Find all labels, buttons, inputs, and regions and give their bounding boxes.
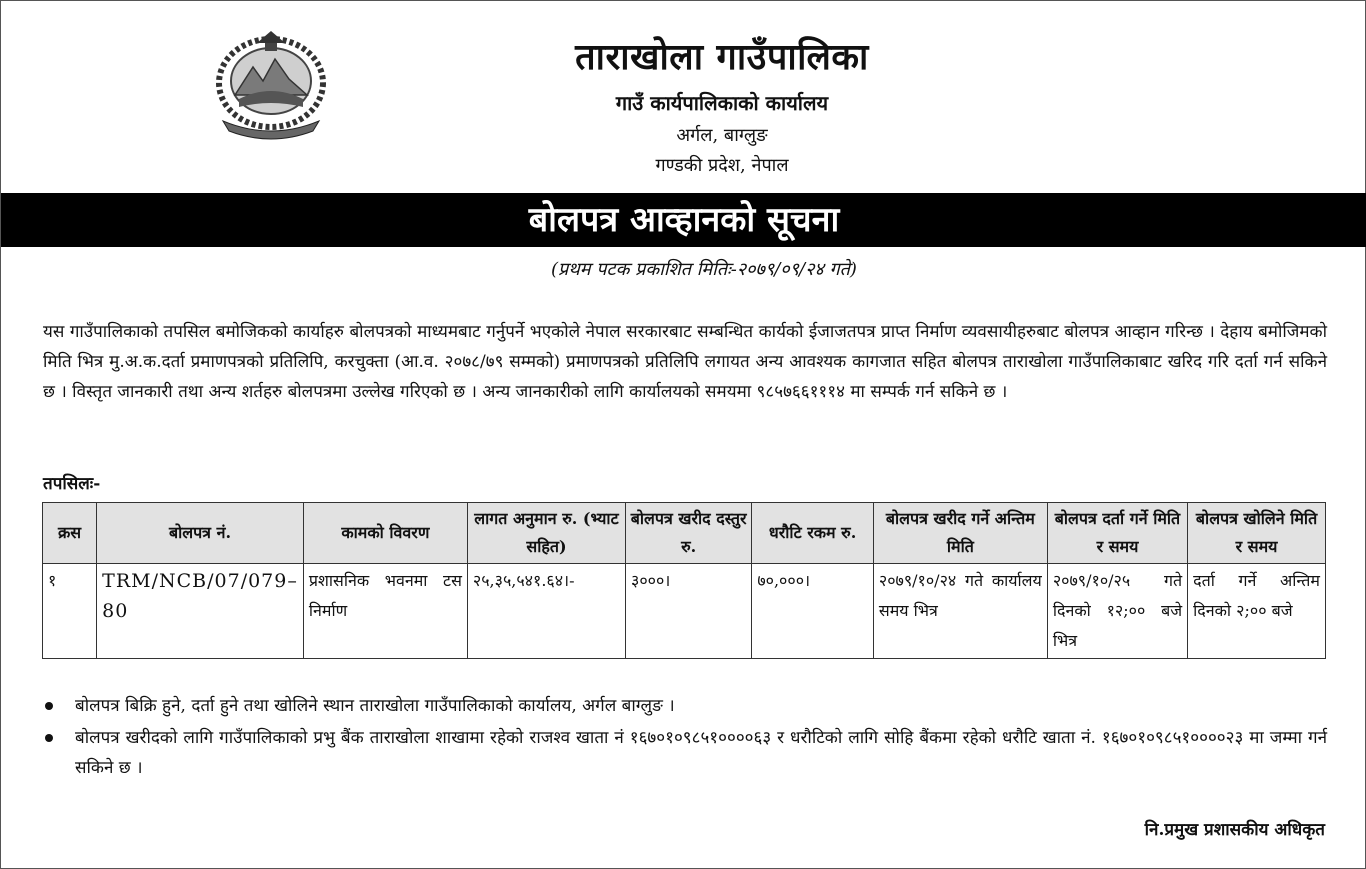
cell-opening-date: दर्ता गर्ने अन्तिम दिनको २;०० बजे [1188,564,1326,659]
notice-banner: बोलपत्र आव्हानको सूचना [1,193,1366,247]
column-header: क्रस [43,503,97,564]
table-row [43,564,1326,659]
bullet-icon [45,734,53,742]
column-header: बोलपत्र खरीद दस्तुर रु. [626,503,752,564]
cell-registration-date: २०७९/१०/२५ गते दिनको १२;०० बजे भित्र [1047,564,1187,659]
table-header-row [43,503,1326,564]
column-header: कामको विवरण [303,503,467,564]
published-date: (प्रथम पटक प्रकाशित मितिः-२०७९/०९/२४ गते) [551,259,857,280]
notes-list [43,691,1327,785]
bullet-icon [45,702,53,710]
signature-title: नि.प्रमुख प्रशासकीय अधिकृत [1144,820,1325,840]
column-header: लागत अनुमान रु. (भ्याट सहित) [467,503,625,564]
column-header: बोलपत्र दर्ता गर्ने मिति र समय [1047,503,1187,564]
cell-serial: १ [43,564,97,659]
cell-purchase-fee: ३०००। [626,564,752,659]
cell-last-purchase-date: २०७९/१०/२४ गते कार्यालय समय भित्र [873,564,1047,659]
cell-estimate: २५,३५,५४१.६४।- [467,564,625,659]
cell-deposit: ७०,०००। [752,564,874,659]
office-subtitle: गाउँ कार्यपालिकाको कार्यालय [615,91,829,115]
list-item [43,691,1327,721]
column-header: बोलपत्र नं. [97,503,304,564]
column-header: बोलपत्र खोलिने मिति र समय [1188,503,1326,564]
list-item-text: बोलपत्र खरीदको लागि गाउँपालिकाको प्रभु बैंक ताराखोला शाखामा रहेको राजश्व खाता नं १६७०१०९८५१००००६३ र धरौटिको लागि सोहि बैंकमा रहेको धरौटि खाता नं. १६७०१०९८५१००००२३ मा जम्मा गर्न सकिने छ । [75,728,1327,778]
cell-description: प्रशासनिक भवनमा टस निर्माण [303,564,467,659]
column-header: धरौटि रकम रु. [752,503,874,564]
schedule-label: तपसिलः- [43,474,101,494]
municipality-title: ताराखोला गाउँपालिका [575,36,869,78]
cell-bid-number: TRM/NCB/07/079–80 [97,564,304,659]
list-item [43,723,1327,783]
list-item-text: बोलपत्र बिक्रि हुने, दर्ता हुने तथा खोलिने स्थान ताराखोला गाउँपालिकाको कार्यालय, अर्गल बाग्लुङ । [75,696,675,716]
tender-table [42,502,1326,659]
notice-body: यस गाउँपालिकाको तपसिल बमोजिकको कार्याहरु बोलपत्रको माध्यमबाट गर्नुपर्ने भएकोले नेपाल सरकारबाट सम्बन्धित कार्यको ईजाजतपत्र प्राप्त निर्माण व्यवसायीहरुबाट बोलपत्र आव्हान गरिन्छ । देहाय बमोजिमको मिति भित्र मु.अ.क.दर्ता प्रमाणपत्रको प्रतिलिपि, करचुक्ता (आ.व. २०७८/७९ सम्मको) प्रमाणपत्रको प्रतिलिपि लगायत अन्य आवश्यक कागजात सहित बोलपत्र ताराखोला गाउँपालिकाबाट खरिद गरि दर्ता गर्न सकिने छ । विस्तृत जानकारी तथा अन्य शर्तहरु बोलपत्रमा उल्लेख गरिएको छ । अन्य जानकारीको लागि कार्यालयको समयमा ९८५७६६१११४ मा सम्पर्क गर्न सकिने छ । [43,322,1327,402]
column-header: बोलपत्र खरीद गर्ने अन्तिम मिति [873,503,1047,564]
address-line-1: अर्गल, बाग्लुङ [676,125,768,146]
address-line-2: गण्डकी प्रदेश, नेपाल [655,155,789,176]
